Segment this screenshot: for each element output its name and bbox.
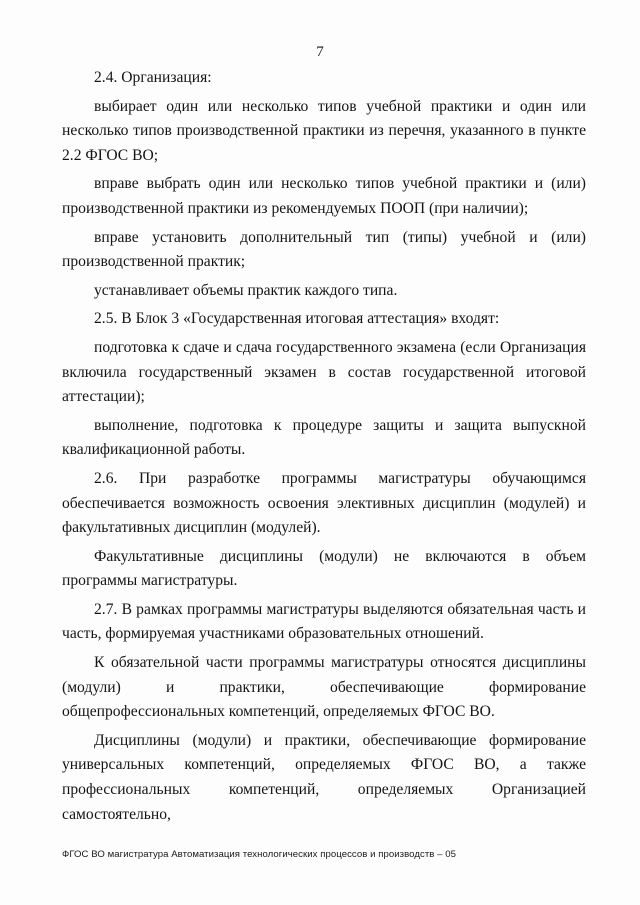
- paragraph-practice-additional-type: вправе установить дополнительный тип (типы) учебной и (или) производственной практик;: [62, 228, 586, 271]
- paragraph-state-exam: подготовка к сдаче и сдача государственного экзамена (если Организация включила государственный экзамен в состав государственной итоговой аттестации);: [62, 338, 586, 406]
- paragraph-section-2-7: 2.7. В рамках программы магистратуры выделяются обязательная часть и часть, формируемая участниками образовательных отношений.: [62, 600, 586, 643]
- section-heading-2-5: 2.5. В Блок 3 «Государственная итоговая аттестация» входят:: [94, 310, 500, 328]
- section-heading-2-4: 2.4. Организация:: [94, 69, 212, 86]
- document-body: [62, 66, 586, 831]
- page-footer: ФГОС ВО магистратура Автоматизация технологических процессов и производств – 05: [62, 849, 457, 860]
- paragraph-section-2-6: 2.6. При разработке программы магистратуры обучающимся обеспечивается возможность освоения элективных дисциплин (модулей) и факультативных дисциплин (модулей).: [62, 469, 586, 537]
- paragraph-practice-volume: устанавливает объемы практик каждого типа.: [94, 281, 398, 299]
- paragraph-practice-optional: вправе выбрать один или несколько типов учебной практики и (или) производственной практики из рекомендуемых ПООП (при наличии);: [62, 175, 586, 217]
- paragraph-practice-selection: выбирает один или несколько типов учебной практики и один или несколько типов производственной практики из перечня, указанного в пункте 2.2 ФГОС ВО;: [62, 97, 586, 164]
- paragraph-mandatory-part: К обязательной части программы магистратуры относятся дисциплины (модули) и практики, обеспечивающие формирование общепрофессиональных компетенций, определяемых ФГОС ВО.: [62, 654, 586, 721]
- paragraph-thesis-defense: выполнение, подготовка к процедуре защиты и защита выпускной квалификационной работы.: [62, 416, 586, 459]
- paragraph-optional-disciplines: Факультативные дисциплины (модули) не включаются в объем программы магистратуры.: [62, 547, 586, 590]
- page-number: 7: [316, 44, 324, 60]
- paragraph-universal-competencies: Дисциплины (модули) и практики, обеспечивающие формирование универсальных компетенций, определяемых ФГОС ВО, а также профессиональных компетенций, определяемых Организацией самостоятельно,: [62, 731, 586, 823]
